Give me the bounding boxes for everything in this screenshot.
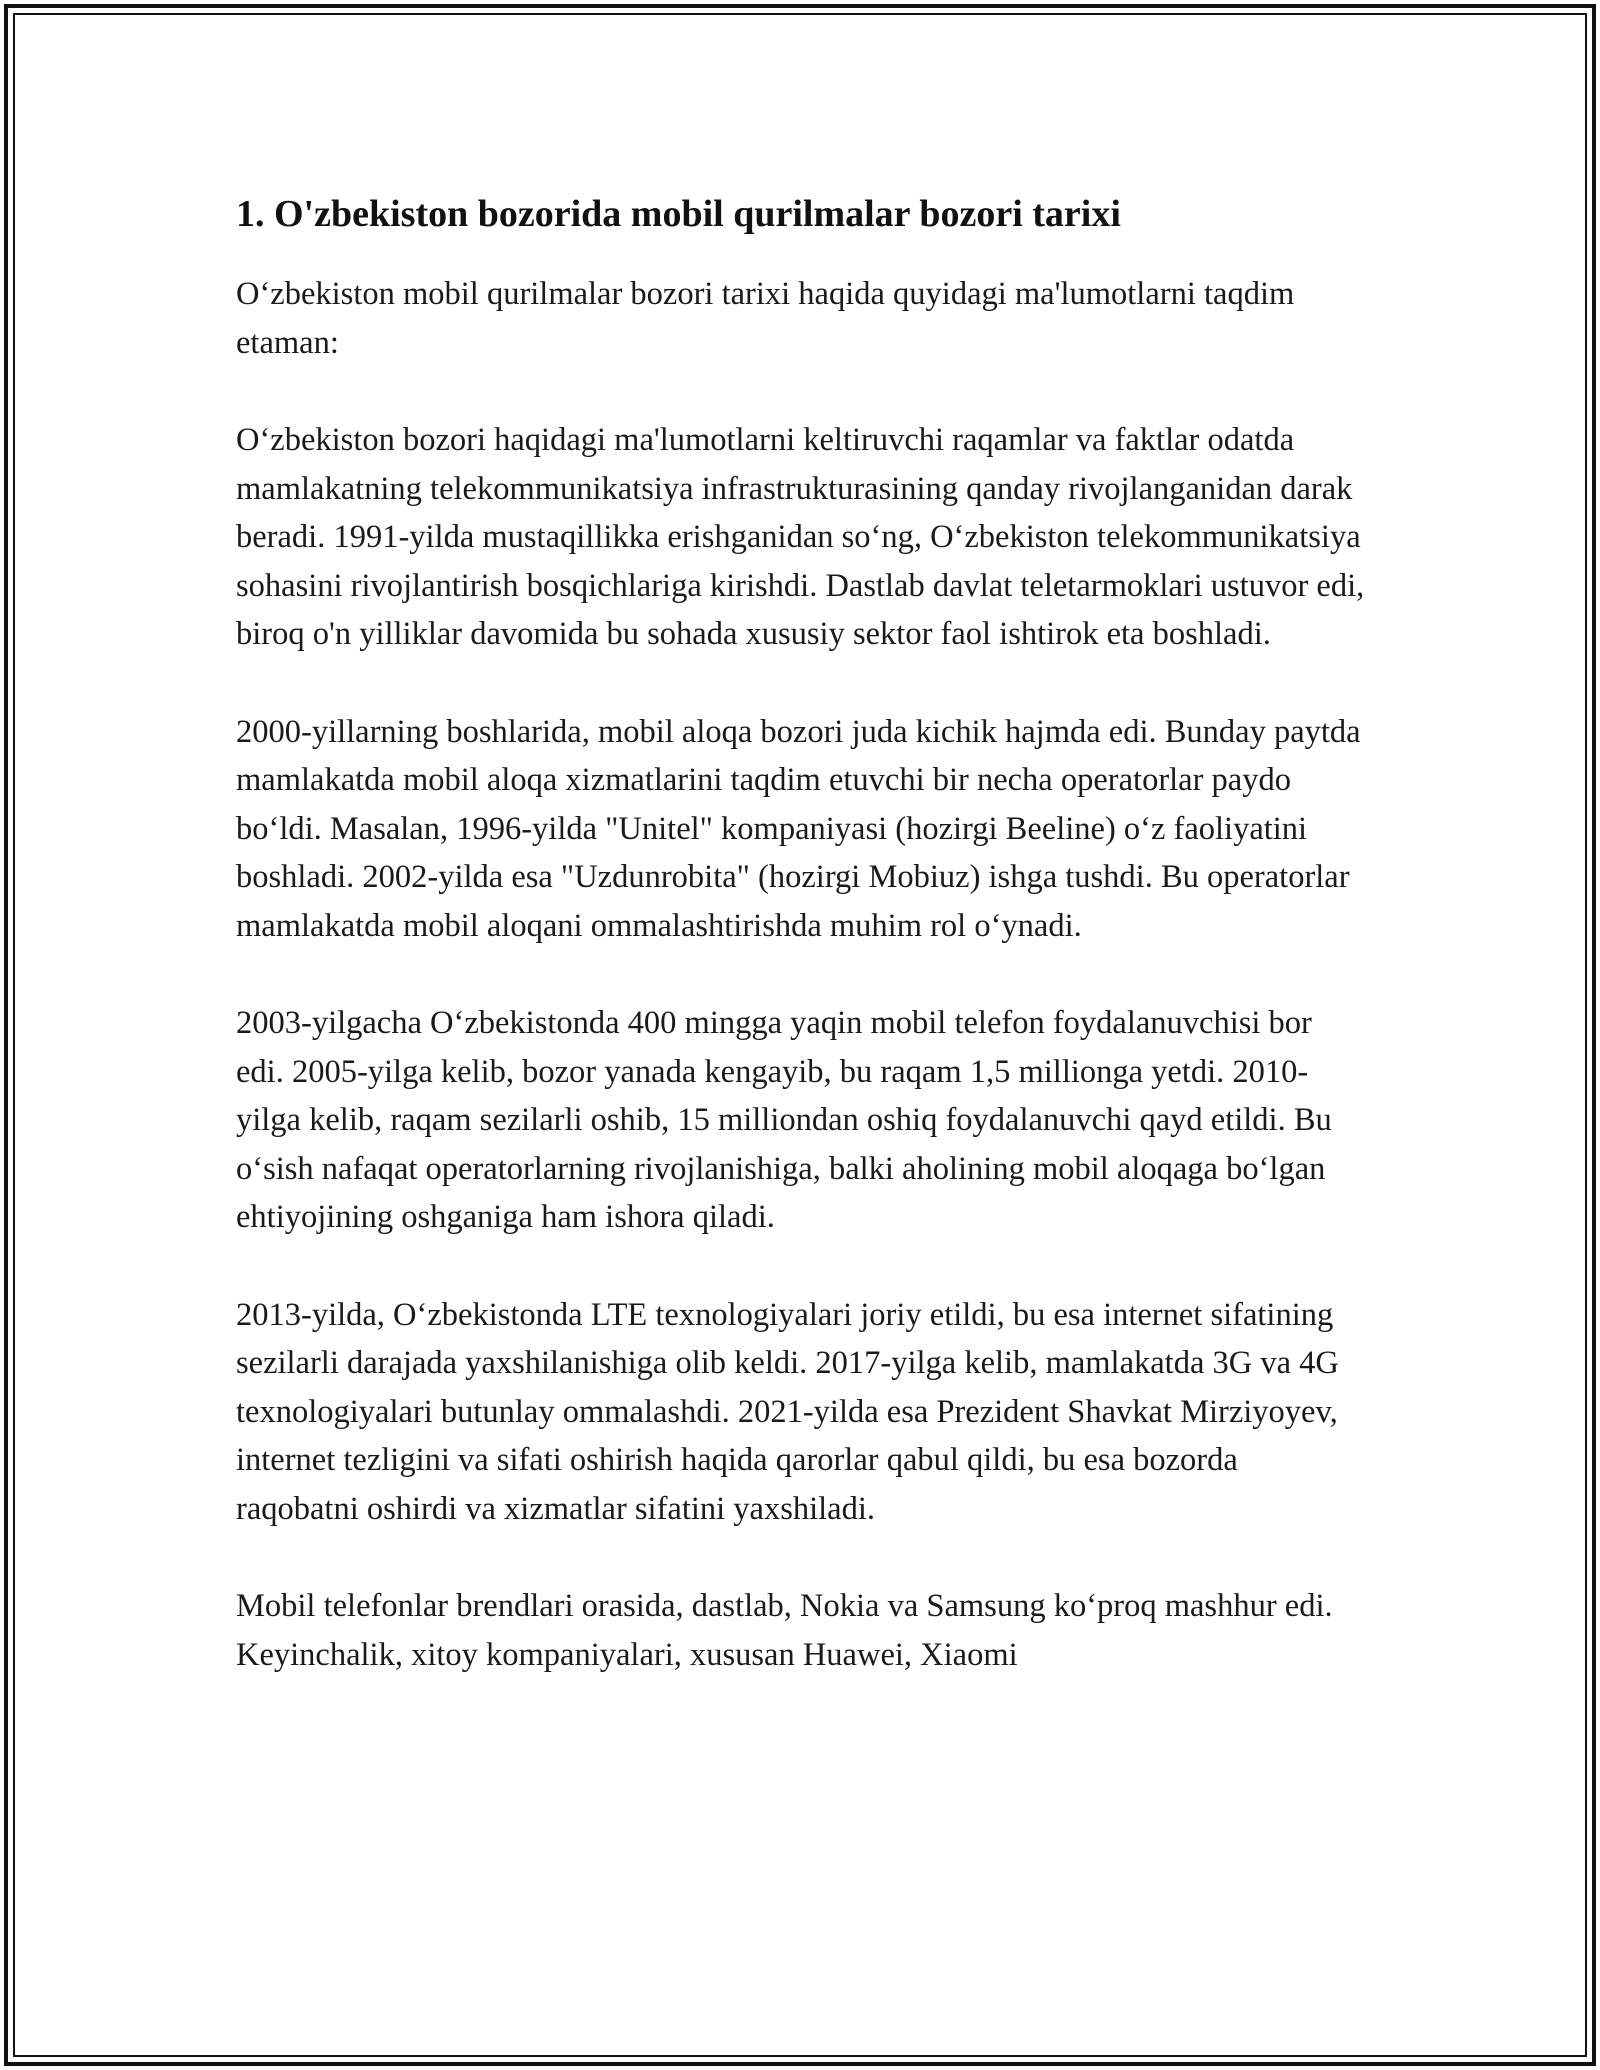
document-body <box>236 186 1366 1728</box>
paragraph-intro: O‘zbekiston mobil qurilmalar bozori tarixi haqida quyidagi ma'lumotlarni taqdim etaman: <box>236 276 1295 361</box>
paragraph-user-growth: 2003-yilgacha O‘zbekistonda 400 mingga yaqin mobil telefon foydalanuvchisi bor edi. 2005-yilga kelib, bozor yanada kengayib, bu raqam 1,5 millionga yetdi. 2010-yilga kelib, raqam sezilarli oshib, 15 milliondan oshiq foydalanuvchi qayd etildi. Bu o‘sish nafaqat operatorlarning rivojlanishiga, balki aholining mobil aloqaga bo‘lgan ehtiyojining oshganiga ham ishora qiladi. <box>236 1005 1332 1235</box>
paragraph-brands: Mobil telefonlar brendlari orasida, dastlab, Nokia va Samsung ko‘proq mashhur edi. Keyinchalik, xitoy kompaniyalari, xususan Huawei, Xiaomi <box>236 1588 1333 1673</box>
paragraph-operators: 2000-yillarning boshlarida, mobil aloqa bozori juda kichik hajmda edi. Bunday paytda mamlakatda mobil aloqa xizmatlarini taqdim etuvchi bir necha operatorlar paydo bo‘ldi. Masalan, 1996-yilda "Unitel" kompaniyasi (hozirgi Beeline) o‘z faoliyatini boshladi. 2002-yilda esa "Uzdunrobita" (hozirgi Mobiuz) ishga tushdi. Bu operatorlar mamlakatda mobil aloqani ommalashtirishda muhim rol o‘ynadi. <box>236 713 1361 944</box>
paragraph-telecom-history: O‘zbekiston bozori haqidagi ma'lumotlarni keltiruvchi raqamlar va faktlar odatda mamlakatning telekommunikatsiya infrastrukturasining qanday rivojlanganidan darak beradi. 1991-yilda mustaqillikka erishganidan so‘ng, O‘zbekiston telekommunikatsiya sohasini rivojlantirish bosqichlariga kirishdi. Dastlab davlat teletarmoklari ustuvor edi, biroq o'n yilliklar davomida bu sohada xususiy sektor faol ishtirok eta boshladi. <box>236 422 1365 652</box>
document-title: 1. O'zbekiston bozorida mobil qurilmalar bozori tarixi <box>236 193 1121 235</box>
paragraph-technologies: 2013-yilda, O‘zbekistonda LTE texnologiyalari joriy etildi, bu esa internet sifatining sezilarli darajada yaxshilanishiga olib keldi. 2017-yilga kelib, mamlakatda 3G va 4G texnologiyalari butunlay ommalashdi. 2021-yilda esa Prezident Shavkat Mirziyoyev, internet tezligini va sifati oshirish haqida qarorlar qabul qildi, bu esa bozorda raqobatni oshirdi va xizmatlar sifatini yaxshiladi. <box>236 1296 1339 1527</box>
